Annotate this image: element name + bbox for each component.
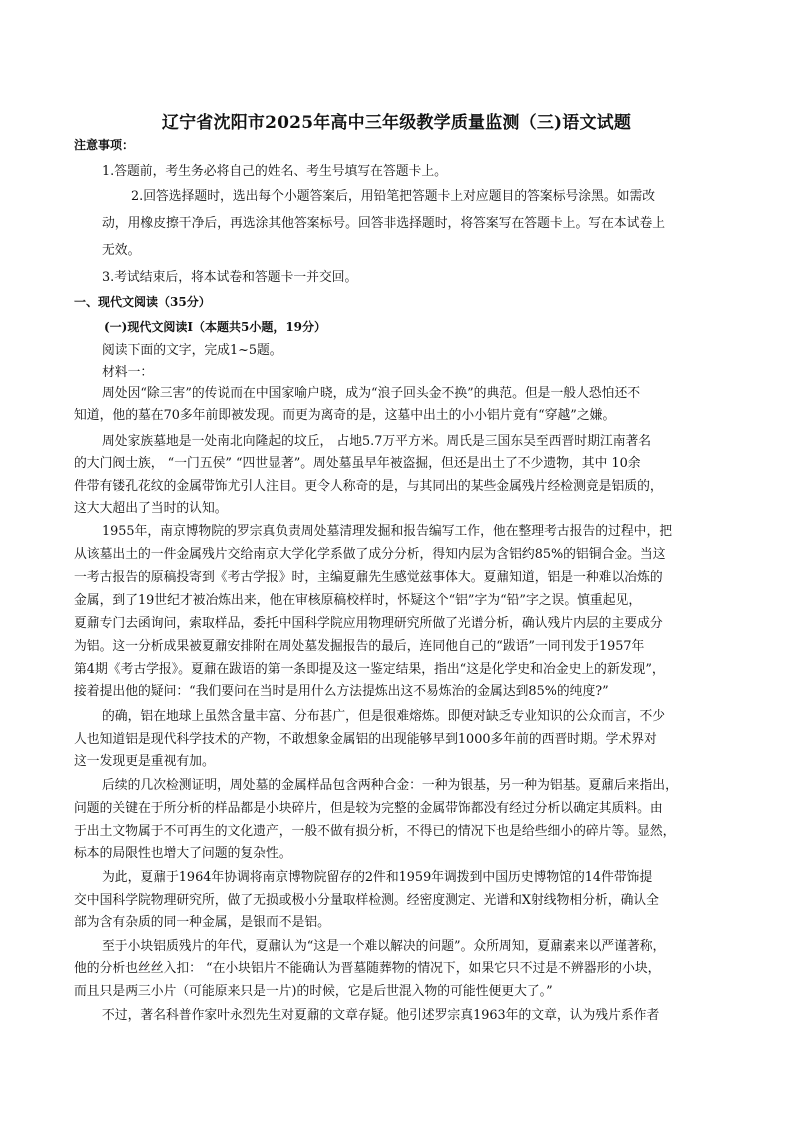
body-line: 1955年，南京博物院的罗宗真负责周处墓清理发掘和报告编写工作，他在整理考古报告的过程中，把 — [102, 524, 673, 539]
body-line: 为铝。这一分析成果被夏鼐安排附在周处墓发掘报告的最后，连同他自己的“跋语”一同刊发于1957年 — [74, 639, 645, 654]
body-line: 从该墓出土的一件金属残片交给南京大学化学系做了成分分析，得知内层为含铝约85%的铝铜合金。当这 — [74, 547, 666, 562]
body-line: 的大门阀士族， “一门五侯” “四世显著”。周处墓虽早年被盗掘，但还是出土了不少遗物，其中 10余 — [74, 456, 641, 471]
body-line: 的确，铝在地球上虽然含量丰富、分布甚广，但是很难熔炼。即便对缺乏专业知识的公众而言，不少 — [102, 709, 666, 724]
notice-item: 无效。 — [102, 243, 141, 258]
body-line: 件带有镂孔花纹的金属带饰尤引人注目。更令人称奇的是，与其同出的某些金属残片经检测竟是铝质的， — [74, 479, 663, 494]
exam-title: 辽宁省沈阳市2025年高中三年级教学质量监测（三)语文试题 — [161, 113, 632, 133]
body-line: 为此，夏鼐于1964年协调将南京博物院留存的2件和1959年调拨到中国历史博物馆的14件带饰提 — [102, 870, 653, 885]
body-line: 而且只是两三小片（可能原来只是一片)的时候，它是后世混入物的可能性便更大了。” — [74, 984, 553, 999]
notice-item: 3.考试结束后，将本试卷和答题卡一并交回。 — [102, 270, 358, 285]
body-line: 至于小块铝质残片的年代，夏鼐认为“这是一个难以解决的问题”。众所周知，夏鼐素来以严谨著称， — [102, 939, 666, 954]
body-line: 周处因“除三害”的传说而在中国家喻户晓，成为“浪子回头金不换”的典范。但是一般人恐怕还不 — [102, 386, 641, 401]
body-line: 周处家族墓地是一处南北向隆起的坟丘， 占地5.7万平方米。周氏是三国东吴至西晋时期江南著名 — [102, 434, 652, 449]
body-line: 这一发现更是重视有加。 — [74, 754, 215, 769]
body-line: 交中国科学院物理研究所，做了无损或极小分量取样检测。经密度测定、光谱和X射线物相分析，确认全 — [74, 893, 659, 908]
material-label: 材料一： — [102, 365, 154, 380]
body-line: 夏鼐专门去函询问，索取样品，委托中国科学院应用物理研究所做了光谱分析，确认残片内层的主要成分 — [74, 616, 663, 631]
notice-item: 2.回答选择题时，选出每个小题答案后，用铅笔把答题卡上对应题目的答案标号涂黑。如需改 — [131, 189, 656, 204]
notice-label: 注意事项： — [74, 138, 135, 152]
body-line: 问题的关键在于所分析的样品都是小块碎片，但是较为完整的金属带饰都没有经过分析以确定其质料。由 — [74, 801, 663, 816]
body-line: 接着提出他的疑问：“我们要问在当时是用什么方法提炼出这不易炼治的金属达到85%的纯度?” — [74, 684, 609, 699]
body-line: 这大大超出了当时的认知。 — [74, 501, 228, 516]
body-line: 一考古报告的原稿投寄到《考古学报》时，主编夏鼐先生感觉兹事体大。夏鼐知道，铝是一种难以冶炼的 — [74, 570, 663, 585]
body-line: 知道，他的墓在70多年前即被发现。而更为离奇的是，这墓中出土的小小铝片竟有“穿越”之嫌。 — [74, 408, 616, 423]
body-line: 他的分析也丝丝入扣： “在小块铝片不能确认为晋墓随葬物的情况下，如果它只不过是不辨器形的小块， — [74, 961, 661, 976]
body-line: 后续的几次检测证明，周处墓的金属样品包含两种合金：一种为银基，另一种为铝基。夏鼐后来指出， — [102, 778, 678, 793]
notice-item: 动，用橡皮擦干净后，再选涂其他答案标号。回答非选择题时，将答案写在答题卡上。写在本试卷上 — [102, 216, 666, 231]
body-line: 金属，到了19世纪才被冶炼出来，他在审核原稿校样时，怀疑这个“铝”字为“铅”字之误。慎重起见， — [74, 593, 642, 608]
body-line: 标本的局限性也增大了问题的复杂性。 — [74, 846, 292, 861]
instruction: 阅读下面的文字，完成1~5题。 — [102, 343, 283, 358]
sub-heading: (一)现代文阅读Ⅰ（本题共5小题，19分） — [104, 320, 327, 334]
notice-item: 1.答题前，考生务必将自己的姓名、考生号填写在答题卡上。 — [102, 164, 447, 179]
body-line: 部为含有杂质的同一种金属，是银而不是铝。 — [74, 915, 330, 930]
body-line: 于出土文物属于不可再生的文化遗产，一般不做有损分析，不得已的情况下也是给些细小的碎片等。显然， — [74, 824, 676, 839]
body-line: 人也知道铝是现代科学技术的产物，不敢想象金属铝的出现能够早到1000多年前的西晋时期。学术界对 — [74, 732, 657, 747]
body-line: 不过，著名科普作家叶永烈先生对夏鼐的文章存疑。他引述罗宗真1963年的文章，认为残片系作者 — [102, 1008, 660, 1023]
body-line: 第4期《考古学报》。夏鼐在跋语的第一条即提及这一鉴定结果，指出“这是化学史和冶金史上的新发现”， — [74, 662, 665, 677]
section-heading: 一、现代文阅读（35分） — [74, 295, 211, 309]
